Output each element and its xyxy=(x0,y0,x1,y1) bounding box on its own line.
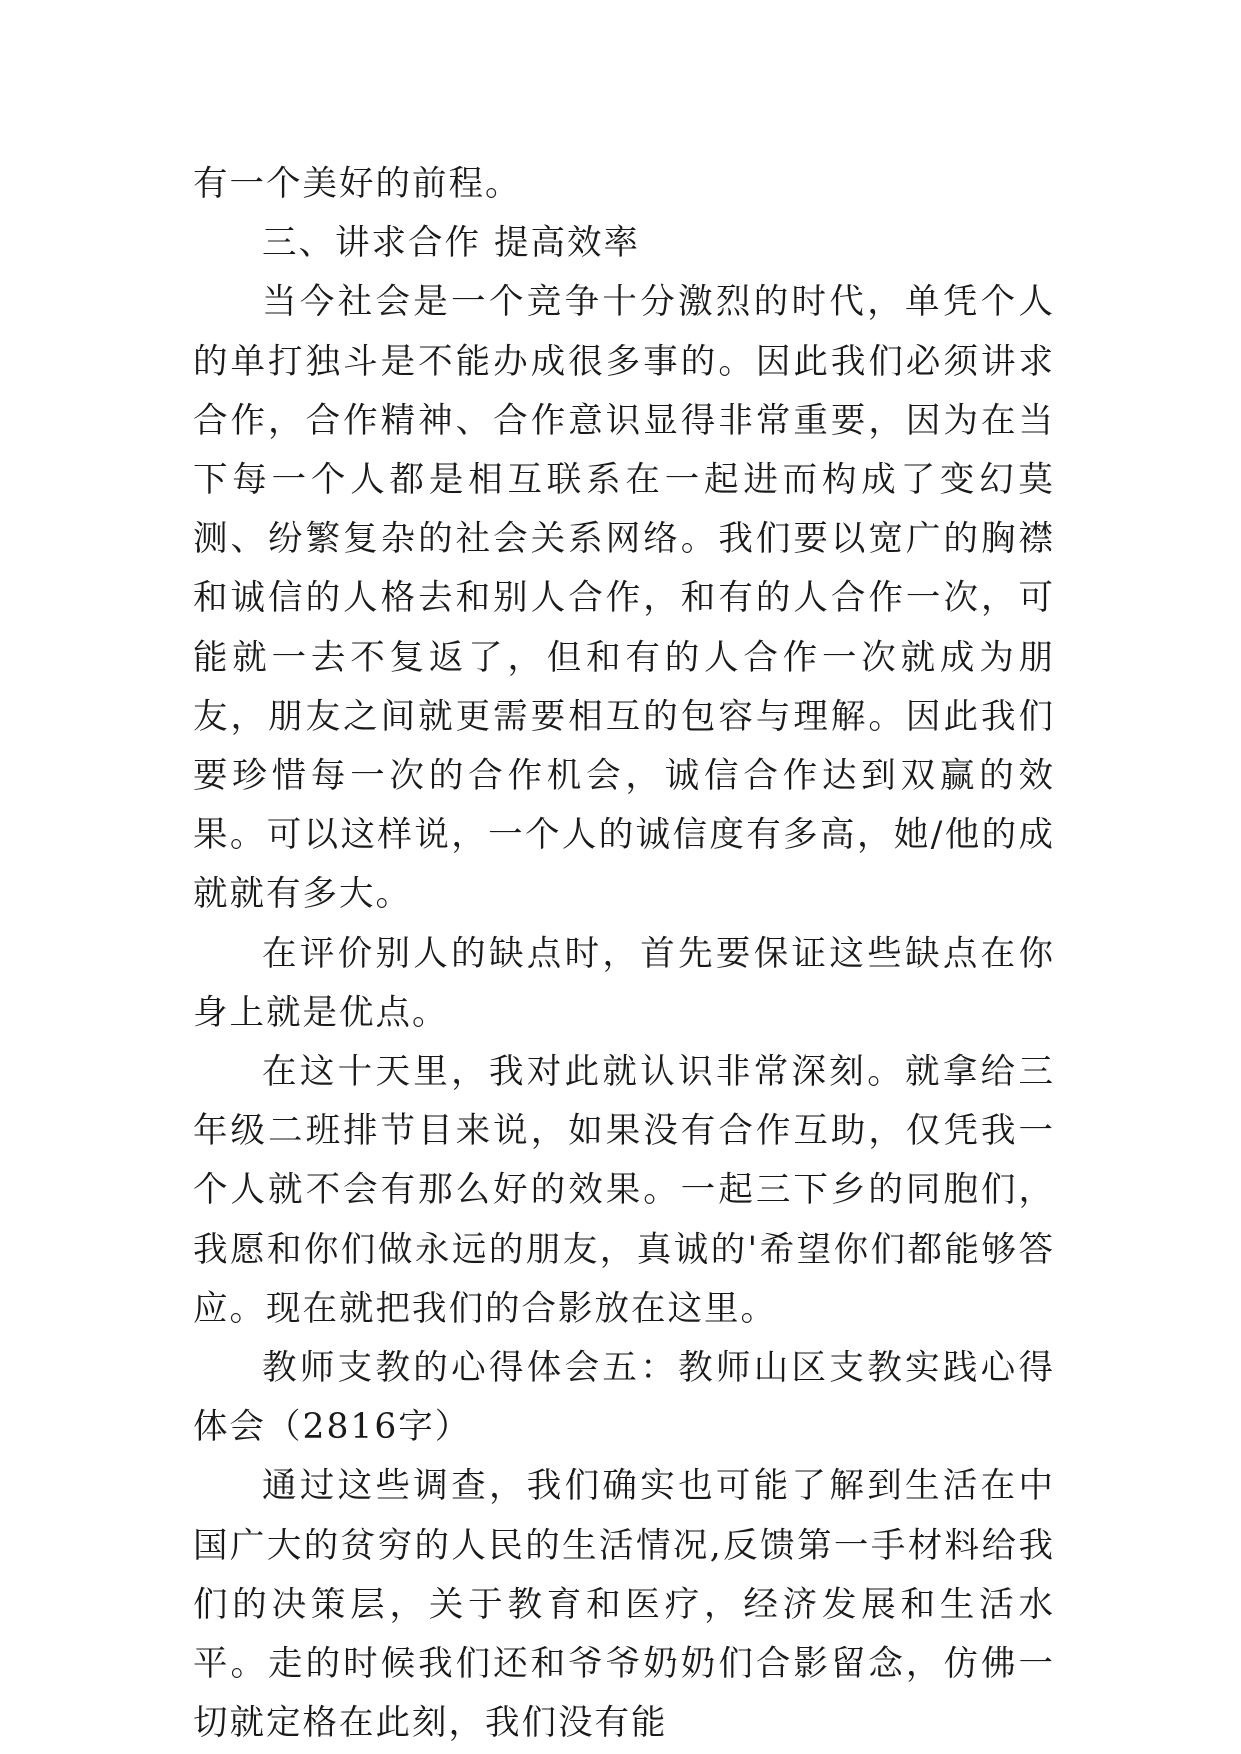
paragraph-ten-days: 在这十天里，我对此就认识非常深刻。就拿给三年级二班排节目来说，如果没有合作互助，仅凭我一个人就不会有那么好的效果。一起三下乡的同胞们，我愿和你们做永远的朋友，真诚的'希望你们都能够答应。现在就把我们的合影放在这里。 xyxy=(193,1052,1055,1329)
paragraph-cooperation: 当今社会是一个竞争十分激烈的时代，单凭个人的单打独斗是不能办成很多事的。因此我们必须讲求合作，合作精神、合作意识显得非常重要，因为在当下每一个人都是相互联系在一起进而构成了变幻莫测、纷繁复杂的社会关系网络。我们要以宽广的胸襟和诚信的人格去和别人合作，和有的人合作一次，可能就一去不复返了，但和有的人合作一次就成为朋友，朋友之间就更需要相互的包容与理解。因此我们要珍惜每一次的合作机会，诚信合作达到双赢的效果。可以这样说，一个人的诚信度有多高，她/他的成就就有多大。 xyxy=(193,282,1055,915)
article-title: 教师支教的心得体会五：教师山区支教实践心得体会（2816字） xyxy=(193,1348,1055,1448)
section-heading: 三、讲求合作 提高效率 xyxy=(262,223,640,264)
paragraph-evaluation: 在评价别人的缺点时，首先要保证这些缺点在你身上就是优点。 xyxy=(193,933,1055,1033)
paragraph-survey: 通过这些调查，我们确实也可能了解到生活在中国广大的贫穷的人民的生活情况,反馈第一手材料给我们的决策层，关于教育和医疗，经济发展和生活水平。走的时候我们还和爷爷奶奶们合影留念，仿佛一切就定格在此刻，我们没有能 xyxy=(193,1466,1055,1744)
paragraph-continuation: 有一个美好的前程。 xyxy=(193,164,522,204)
body-text xyxy=(193,155,1055,1753)
